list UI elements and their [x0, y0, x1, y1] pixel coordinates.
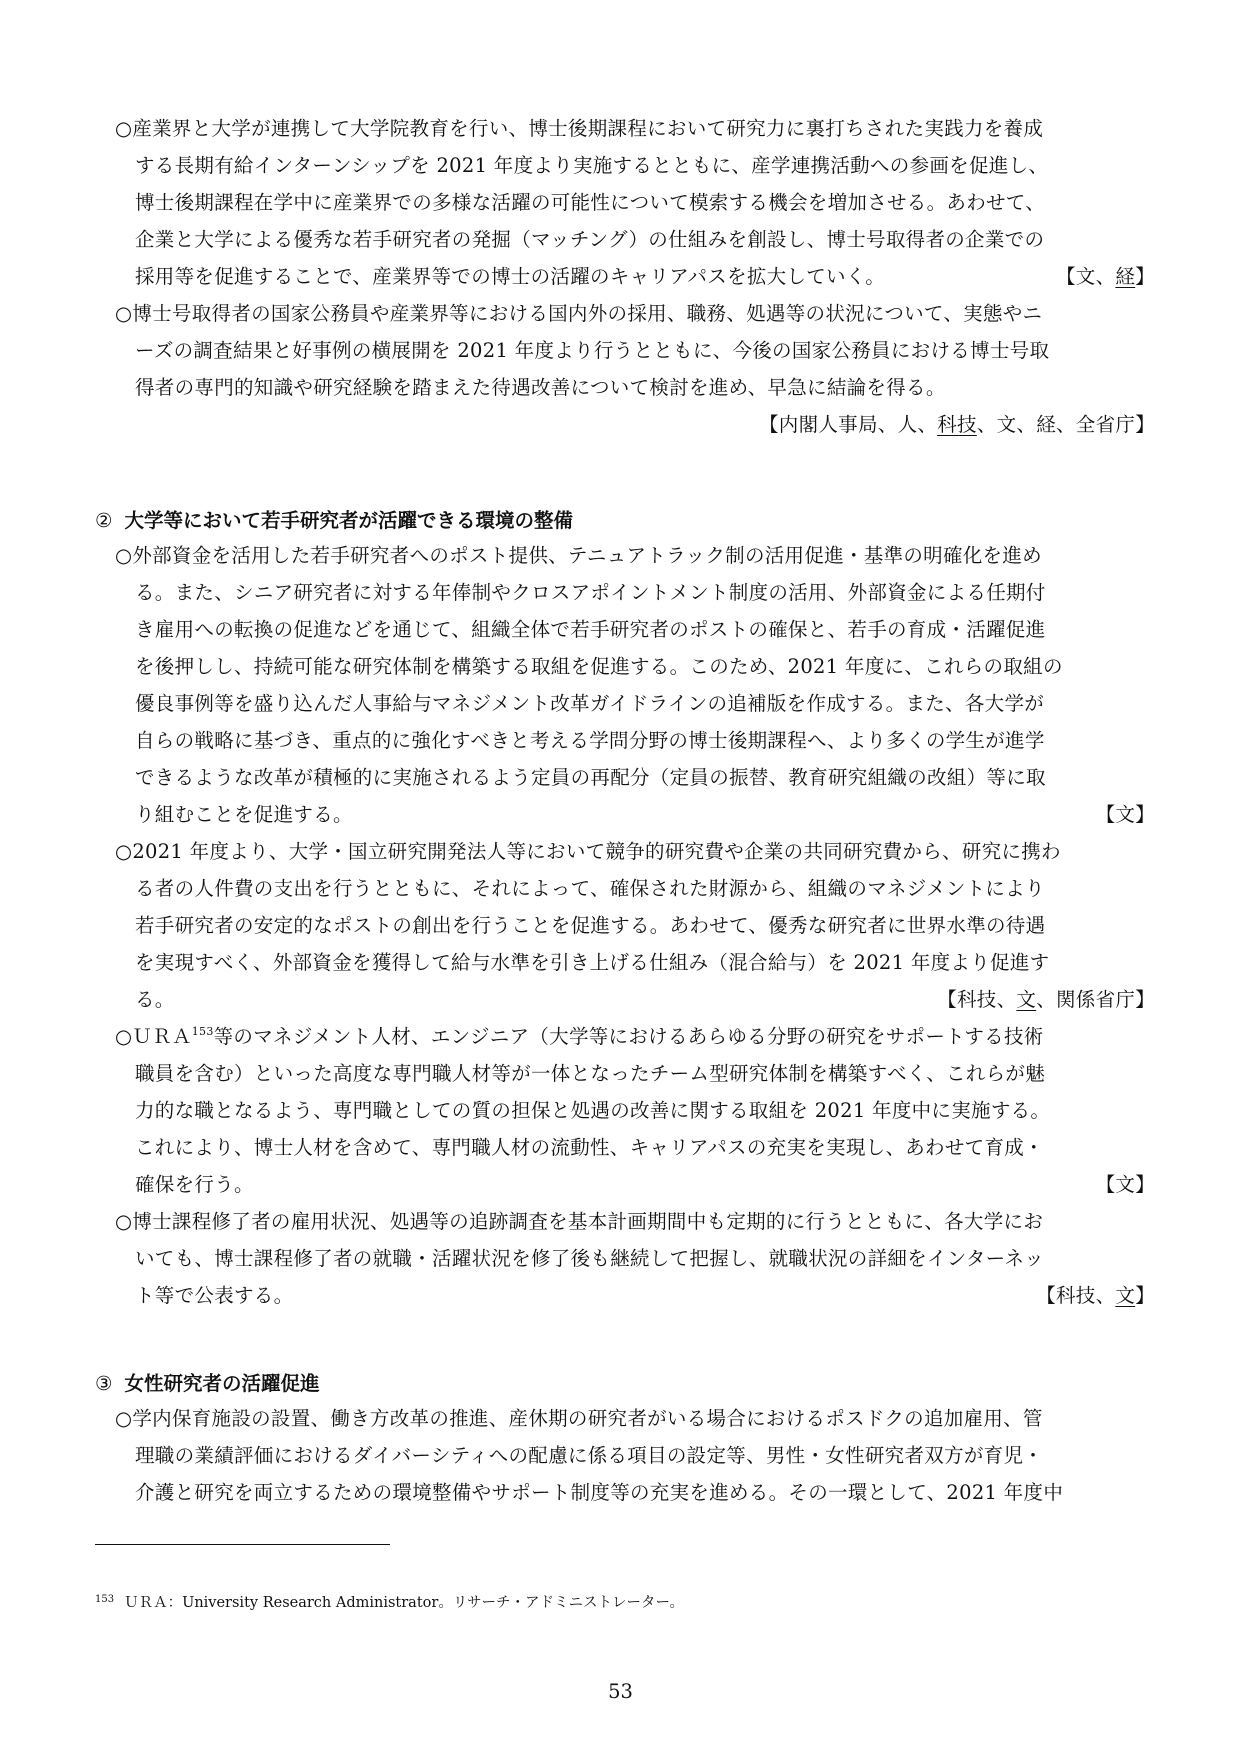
text-line-with-tag: [115, 796, 1155, 833]
text-line-with-tag: [115, 981, 1155, 1018]
text-line: できるような改革が積極的に実施されるよう定員の再配分（定員の振替、教育研究組織の改組）等に取: [135, 766, 1046, 789]
footnote-number: 153: [95, 1594, 115, 1605]
text-line: ○産業界と大学が連携して大学院教育を行い、博士後期課程において研究力に裏打ちされた実践力を養成: [115, 117, 1044, 140]
text-line: ト等で公表する。: [135, 1284, 294, 1307]
text-line: る。: [135, 988, 175, 1011]
text-line: 優良事例等を盛り込んだ人事給与マネジメント改革ガイドラインの追補版を作成する。また、各大学が: [135, 692, 1045, 715]
text-line: これにより、博士人材を含めて、専門職人材の流動性、キャリアパスの充実を実現し、あわせて育成・: [135, 1136, 1044, 1159]
text-line: 職員を含む）といった高度な専門職人材等が一体となったチーム型研究体制を構築すべく、これらが魅: [135, 1062, 1046, 1085]
footnote: [95, 1591, 684, 1612]
paragraph-competitive-funding: [115, 833, 1155, 1018]
section-number: ③: [95, 1372, 113, 1395]
text-line: 確保を行う。: [135, 1173, 254, 1196]
text-line: 介護と研究を両立するための環境整備やサポート制度等の充実を進める。その一環として、2021 年度中: [135, 1481, 1064, 1504]
footnote-reference: 153: [191, 1025, 214, 1038]
section-title: 女性研究者の活躍促進: [124, 1372, 320, 1395]
paragraph-ura-staff: [115, 1018, 1155, 1203]
text-line: き雇用への転換の促進などを通じて、組織全体で若手研究者のポストの確保と、若手の育成・活躍促進: [135, 618, 1046, 641]
ministry-tag: 【文、経】: [1055, 265, 1155, 288]
text-line-with-tag: [115, 1277, 1155, 1314]
text-line: を実現すべく、外部資金を獲得して給与水準を引き上げる仕組み（混合給与）を 2021 年度より促進す: [135, 951, 1050, 974]
footnote-divider: [95, 1544, 390, 1545]
text-line: 採用等を促進することで、産業界等での博士の活躍のキャリアパスを拡大していく。: [135, 265, 886, 288]
section-heading-young-researchers: [95, 505, 573, 533]
text-line: を後押しし、持続可能な研究体制を構築する取組を促進する。このため、2021 年度に、これらの取組の: [135, 655, 1063, 678]
section-title: 大学等において若手研究者が活躍できる環境の整備: [124, 509, 573, 532]
paragraph-follow-up-survey: [115, 1203, 1155, 1314]
ministry-tag: 【科技、文】: [1036, 1284, 1155, 1307]
text-line: ーズの調査結果と好事例の横展開を 2021 年度より行うとともに、今後の国家公務員における博士号取: [135, 339, 1050, 362]
paragraph-work-environment: [115, 1400, 1155, 1511]
text-line-with-tag: [115, 1166, 1155, 1203]
ministry-tag: 【文】: [1095, 803, 1155, 826]
text-line: る者の人件費の支出を行うとともに、それによって、確保された財源から、組織のマネジメントにより: [135, 877, 1045, 900]
text-line: 得者の専門的知識や研究経験を踏まえた待遇改善について検討を進め、早急に結論を得る。: [135, 376, 946, 399]
ministry-tag: 【内閣人事局、人、科技、文、経、全省庁】: [758, 413, 1155, 436]
text-line: ○外部資金を活用した若手研究者へのポスト提供、テニュアトラック制の活用促進・基準の明確化を進め: [115, 544, 1042, 567]
text-line: 自らの戦略に基づき、重点的に強化すべきと考える学問分野の博士後期課程へ、より多くの学生が進学: [135, 729, 1045, 752]
text-line: ○博士課程修了者の雇用状況、処遇等の追跡調査を基本計画期間中も定期的に行うとともに、各大学にお: [115, 1210, 1044, 1233]
text-line: 若手研究者の安定的なポストの創出を行うことを促進する。あわせて、優秀な研究者に世界水準の待遇: [135, 914, 1046, 937]
text-line: ○ＵＲＡ$^{153}$等のマネジメント人材、エンジニア（大学等におけるあらゆる分野の研究をサポートする技術: [115, 1025, 1044, 1048]
text-line: する長期有給インターンシップを 2021 年度より実施するとともに、産学連携活動への参画を促進し、: [135, 154, 1049, 177]
paragraph-industry-university: [115, 110, 1155, 295]
text-line-with-tag: [115, 258, 1155, 295]
paragraph-external-funding: [115, 537, 1155, 833]
text-line: 理職の業績評価におけるダイバーシティへの配慮に係る項目の設定等、男性・女性研究者双方が育児・: [135, 1444, 1044, 1467]
text-line: ○博士号取得者の国家公務員や産業界等における国内外の採用、職務、処遇等の状況について、実態やニ: [115, 302, 1043, 325]
section-heading-women-researchers: [95, 1368, 320, 1396]
ministry-tag: 【文】: [1095, 1173, 1155, 1196]
text-line: 力的な職となるよう、専門職としての質の担保と処遇の改善に関する取組を 2021 年度中に実施する。: [135, 1099, 1051, 1122]
ministry-tag: 【科技、文、関係省庁】: [937, 988, 1155, 1011]
text-line: いても、博士課程修了者の就職・活躍状況を修了後も継続して把握し、就職状況の詳細をインターネッ: [135, 1247, 1045, 1270]
page-number: 53: [608, 1680, 633, 1703]
text-line: り組むことを促進する。: [135, 803, 353, 826]
text-line: る。また、シニア研究者に対する年俸制やクロスアポイントメント制度の活用、外部資金による任期付: [135, 581, 1046, 604]
paragraph-civil-servants: [115, 295, 1155, 443]
footnote-text: ＵＲＡ：University Research Administrator。リサーチ・アドミニストレーター。: [124, 1595, 684, 1611]
text-line: 博士後期課程在学中に産業界での多様な活躍の可能性について模索する機会を増加させる。あわせて、: [135, 191, 1046, 214]
text-line: 企業と大学による優秀な若手研究者の発掘（マッチング）の仕組みを創設し、博士号取得者の企業での: [135, 228, 1045, 251]
text-line: ○学内保育施設の設置、働き方改革の推進、産休期の研究者がいる場合におけるポスドクの追加雇用、管: [115, 1407, 1043, 1430]
text-line: ○2021 年度より、大学・国立研究開発法人等において競争的研究費や企業の共同研究費から、研究に携わ: [115, 840, 1061, 863]
section-number: ②: [95, 509, 113, 532]
